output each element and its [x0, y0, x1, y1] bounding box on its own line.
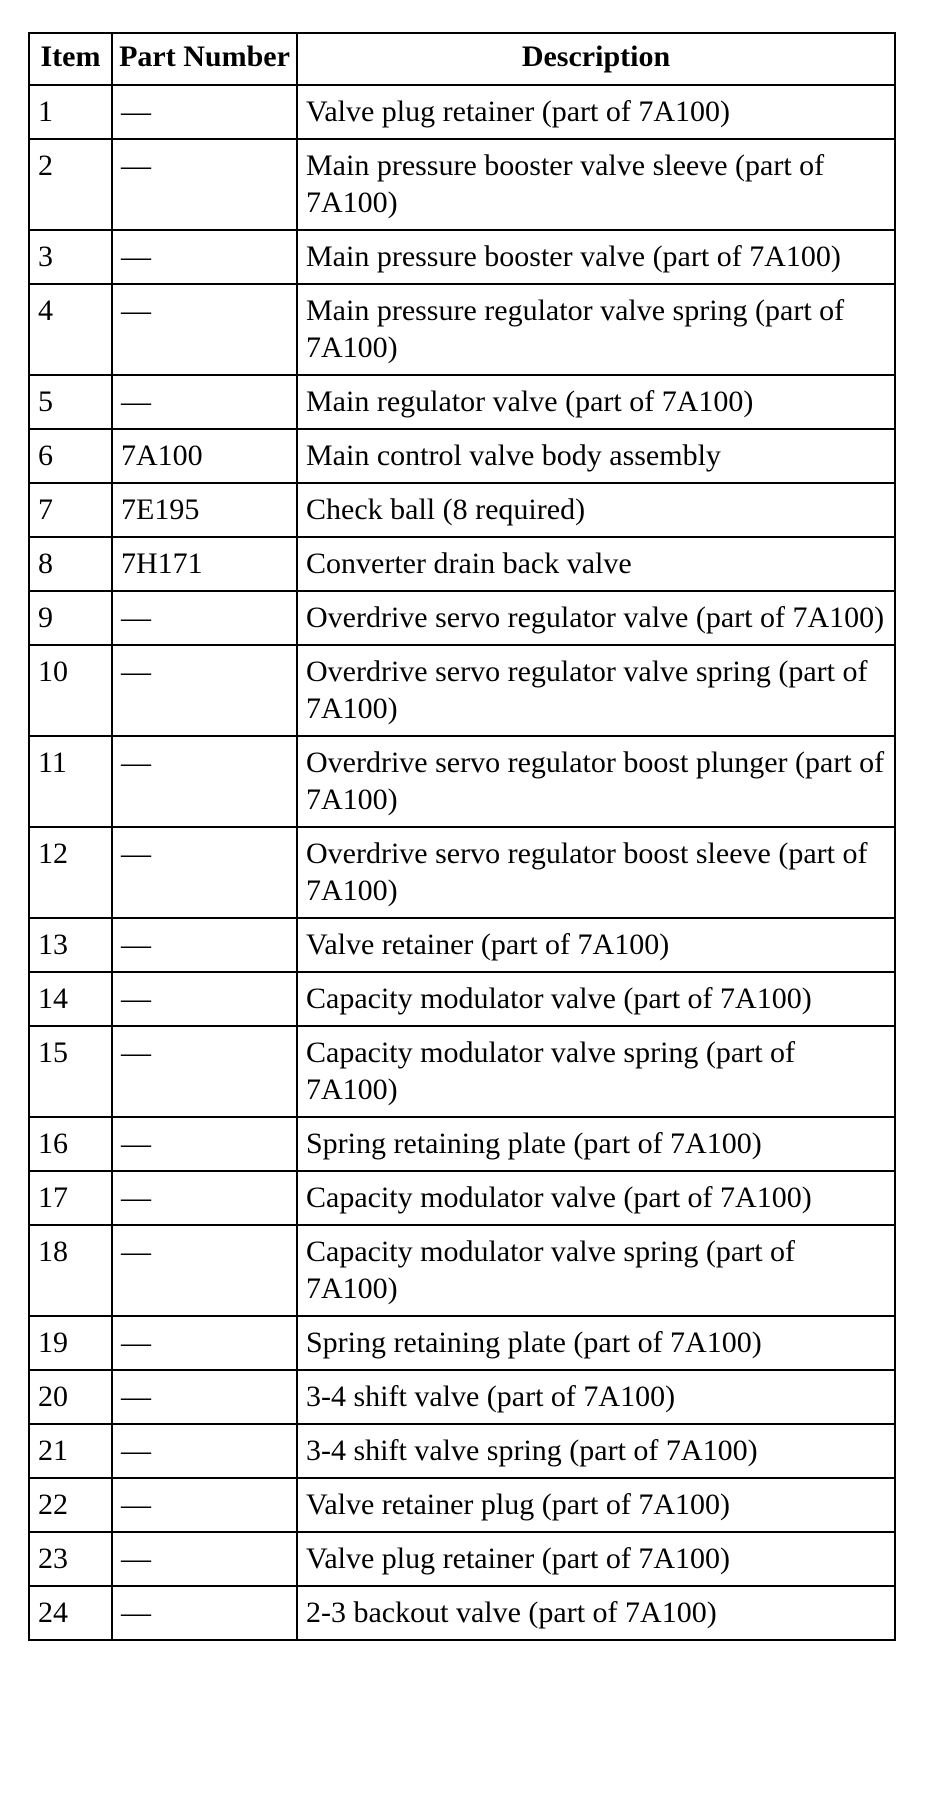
- table-row: [29, 284, 895, 375]
- cell-part-number: —: [112, 736, 297, 827]
- cell-item: 11: [29, 736, 112, 827]
- cell-part-number: —: [112, 375, 297, 429]
- table-row: [29, 483, 895, 537]
- table-row: [29, 1586, 895, 1640]
- cell-description: 3-4 shift valve spring (part of 7A100): [297, 1424, 895, 1478]
- cell-item: 21: [29, 1424, 112, 1478]
- cell-item: 19: [29, 1316, 112, 1370]
- cell-description: Check ball (8 required): [297, 483, 895, 537]
- cell-part-number: —: [112, 1225, 297, 1316]
- cell-item: 9: [29, 591, 112, 645]
- cell-description: Main control valve body assembly: [297, 429, 895, 483]
- cell-item: 18: [29, 1225, 112, 1316]
- cell-item: 12: [29, 827, 112, 918]
- cell-part-number: —: [112, 645, 297, 736]
- cell-description: Capacity modulator valve spring (part of 7A100): [297, 1026, 895, 1117]
- cell-part-number: —: [112, 827, 297, 918]
- header-item: Item: [29, 33, 112, 85]
- table-row: [29, 230, 895, 284]
- cell-part-number: —: [112, 230, 297, 284]
- cell-item: 4: [29, 284, 112, 375]
- cell-part-number: —: [112, 918, 297, 972]
- cell-description: Overdrive servo regulator boost plunger (part of 7A100): [297, 736, 895, 827]
- cell-item: 8: [29, 537, 112, 591]
- table-row: [29, 591, 895, 645]
- cell-description: Valve retainer (part of 7A100): [297, 918, 895, 972]
- cell-item: 14: [29, 972, 112, 1026]
- header-description: Description: [297, 33, 895, 85]
- cell-part-number: —: [112, 1026, 297, 1117]
- cell-description: Capacity modulator valve (part of 7A100): [297, 1171, 895, 1225]
- cell-part-number: —: [112, 972, 297, 1026]
- cell-description: Valve plug retainer (part of 7A100): [297, 1532, 895, 1586]
- table-row: [29, 1225, 895, 1316]
- cell-part-number: —: [112, 85, 297, 139]
- cell-part-number: —: [112, 139, 297, 230]
- cell-part-number: —: [112, 1478, 297, 1532]
- table-row: [29, 1478, 895, 1532]
- cell-item: 5: [29, 375, 112, 429]
- cell-part-number: —: [112, 1171, 297, 1225]
- cell-description: Valve retainer plug (part of 7A100): [297, 1478, 895, 1532]
- cell-description: Valve plug retainer (part of 7A100): [297, 85, 895, 139]
- cell-description: Converter drain back valve: [297, 537, 895, 591]
- cell-description: Capacity modulator valve spring (part of 7A100): [297, 1225, 895, 1316]
- cell-item: 3: [29, 230, 112, 284]
- cell-item: 2: [29, 139, 112, 230]
- cell-description: Spring retaining plate (part of 7A100): [297, 1117, 895, 1171]
- table-row: [29, 1171, 895, 1225]
- cell-item: 17: [29, 1171, 112, 1225]
- table-row: [29, 375, 895, 429]
- header-part-number: Part Number: [112, 33, 297, 85]
- cell-part-number: —: [112, 1586, 297, 1640]
- cell-description: Main pressure regulator valve spring (part of 7A100): [297, 284, 895, 375]
- cell-description: Main pressure booster valve sleeve (part of 7A100): [297, 139, 895, 230]
- cell-description: Spring retaining plate (part of 7A100): [297, 1316, 895, 1370]
- cell-item: 6: [29, 429, 112, 483]
- cell-item: 16: [29, 1117, 112, 1171]
- cell-part-number: —: [112, 1117, 297, 1171]
- cell-part-number: —: [112, 591, 297, 645]
- table-row: [29, 1532, 895, 1586]
- cell-item: 15: [29, 1026, 112, 1117]
- table-row: [29, 1117, 895, 1171]
- cell-description: Overdrive servo regulator boost sleeve (part of 7A100): [297, 827, 895, 918]
- table-row: [29, 645, 895, 736]
- table-row: [29, 918, 895, 972]
- cell-description: Main regulator valve (part of 7A100): [297, 375, 895, 429]
- cell-part-number: 7H171: [112, 537, 297, 591]
- table-row: [29, 1316, 895, 1370]
- table-row: [29, 429, 895, 483]
- cell-description: Overdrive servo regulator valve (part of 7A100): [297, 591, 895, 645]
- cell-item: 24: [29, 1586, 112, 1640]
- cell-part-number: —: [112, 1424, 297, 1478]
- table-row: [29, 1026, 895, 1117]
- table-row: [29, 1424, 895, 1478]
- cell-description: 3-4 shift valve (part of 7A100): [297, 1370, 895, 1424]
- parts-table-container: [28, 32, 896, 1641]
- cell-part-number: 7A100: [112, 429, 297, 483]
- cell-part-number: —: [112, 1316, 297, 1370]
- cell-item: 22: [29, 1478, 112, 1532]
- cell-part-number: 7E195: [112, 483, 297, 537]
- table-row: [29, 139, 895, 230]
- cell-description: Overdrive servo regulator valve spring (part of 7A100): [297, 645, 895, 736]
- parts-table: [28, 32, 896, 1641]
- table-row: [29, 1370, 895, 1424]
- cell-part-number: —: [112, 284, 297, 375]
- table-row: [29, 972, 895, 1026]
- cell-item: 23: [29, 1532, 112, 1586]
- table-header-row: [29, 33, 895, 85]
- cell-description: Main pressure booster valve (part of 7A100): [297, 230, 895, 284]
- table-row: [29, 736, 895, 827]
- cell-part-number: —: [112, 1370, 297, 1424]
- cell-item: 7: [29, 483, 112, 537]
- table-row: [29, 537, 895, 591]
- table-row: [29, 827, 895, 918]
- table-row: [29, 85, 895, 139]
- cell-item: 10: [29, 645, 112, 736]
- cell-part-number: —: [112, 1532, 297, 1586]
- cell-item: 1: [29, 85, 112, 139]
- cell-description: Capacity modulator valve (part of 7A100): [297, 972, 895, 1026]
- cell-description: 2-3 backout valve (part of 7A100): [297, 1586, 895, 1640]
- cell-item: 13: [29, 918, 112, 972]
- cell-item: 20: [29, 1370, 112, 1424]
